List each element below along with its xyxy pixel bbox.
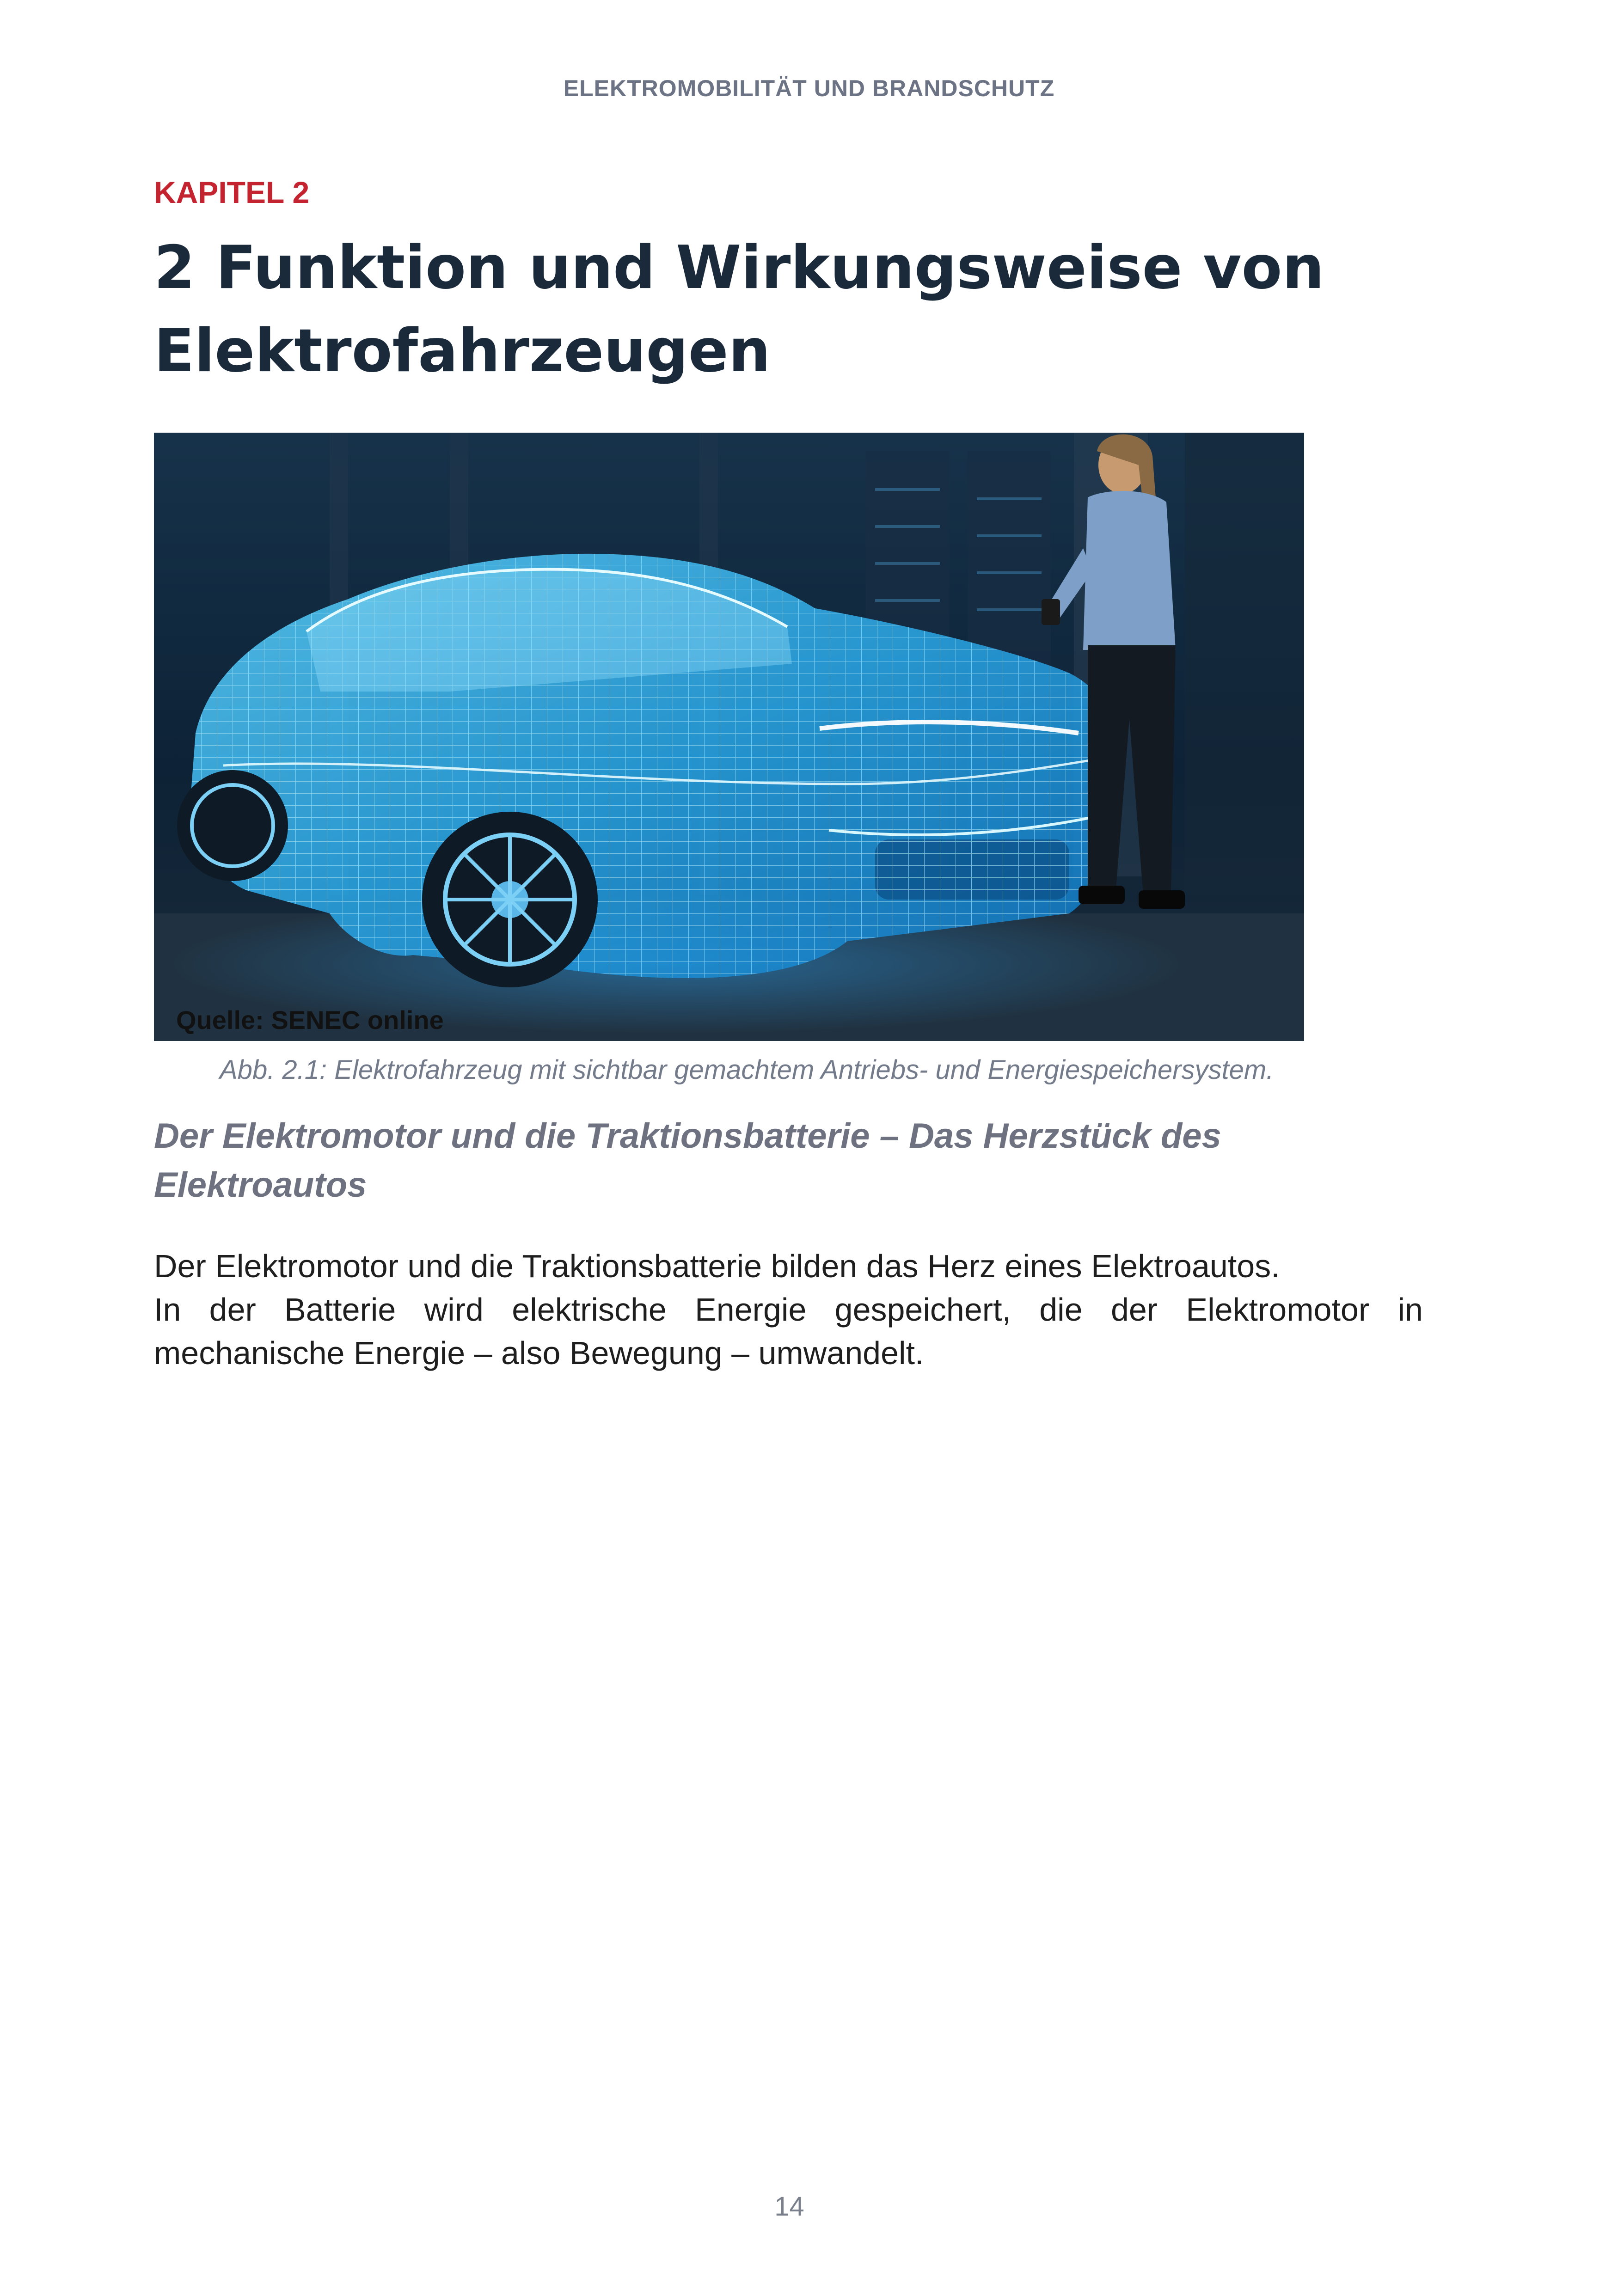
- chapter-title: [154, 227, 1448, 393]
- paragraph-word: der: [1110, 1292, 1158, 1328]
- car-wireframe-illustration: [154, 433, 1304, 1041]
- section-heading-line-1: Der Elektromotor und die Traktionsbatterie – Das Herzstück des: [154, 1116, 1221, 1156]
- body-paragraph: [154, 1244, 1423, 1375]
- paragraph-line-2: [154, 1288, 1423, 1331]
- paragraph-word: wird: [424, 1292, 484, 1328]
- paragraph-word: in: [1397, 1292, 1423, 1328]
- section-heading-line-2: Elektroautos: [154, 1165, 367, 1205]
- paragraph-line-3: mechanische Energie – also Bewegung – umwandelt.: [154, 1335, 924, 1371]
- paragraph-word: gespeichert,: [834, 1292, 1011, 1328]
- running-header: ELEKTROMOBILITÄT UND BRANDSCHUTZ: [563, 75, 1055, 101]
- paragraph-word: elektrische: [512, 1292, 667, 1328]
- chapter-title-line-1: 2 Funktion und Wirkungsweise von: [154, 233, 1324, 302]
- paragraph-word: die: [1039, 1292, 1083, 1328]
- image-source-label: Quelle: SENEC online: [176, 1005, 444, 1035]
- paragraph-word: In: [154, 1292, 181, 1328]
- paragraph-line-1: Der Elektromotor und die Traktionsbatterie bilden das Herz eines Elektroautos.: [154, 1248, 1280, 1284]
- section-heading: [154, 1112, 1448, 1210]
- chapter-title-line-2: Elektrofahrzeugen: [154, 317, 771, 386]
- page-number: 14: [774, 2192, 804, 2222]
- figure-caption: Abb. 2.1: Elektrofahrzeug mit sichtbar gemachtem Antriebs- und Energiespeichersystem.: [220, 1055, 1274, 1085]
- paragraph-word: Energie: [695, 1292, 807, 1328]
- chapter-label: KAPITEL 2: [154, 175, 310, 209]
- figure-electric-car-image: [154, 433, 1304, 1041]
- paragraph-word: Batterie: [284, 1292, 396, 1328]
- paragraph-word: der: [209, 1292, 256, 1328]
- paragraph-word: Elektromotor: [1186, 1292, 1370, 1328]
